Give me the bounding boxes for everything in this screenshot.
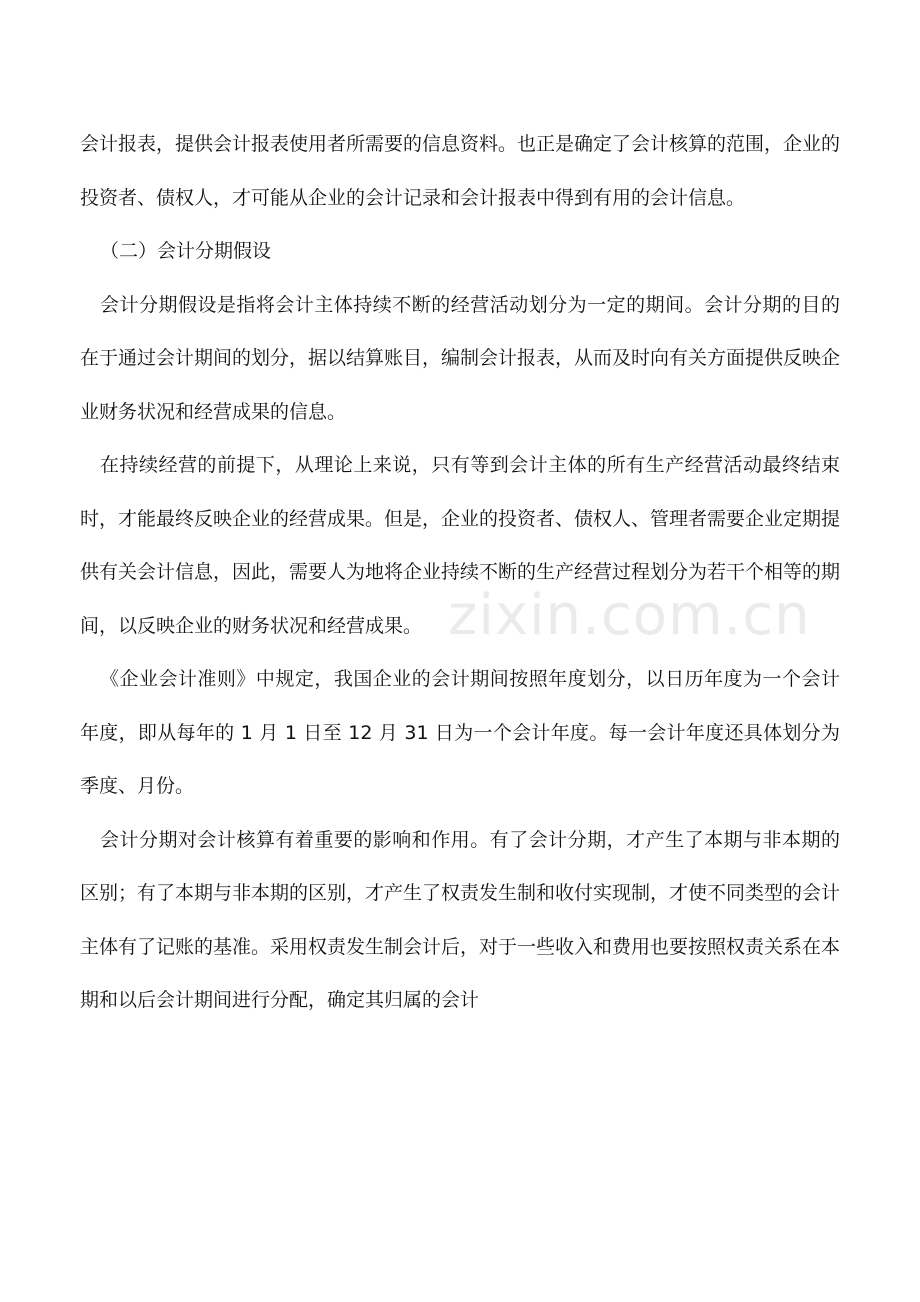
section-heading-accounting-period: （二）会计分期假设 — [100, 240, 272, 262]
paragraph-accounting-standards: 《企业会计准则》中规定，我国企业的会计期间按照年度划分，以日历年度为一个会计年度，即从每年的 1 月 1 日至 12 月 31 日为一个会计年度。每一会计年度还具体划分为季度、月份。 — [80, 668, 840, 797]
paragraph-going-concern: 在持续经营的前提下，从理论上来说，只有等到会计主体的所有生产经营活动最终结束时，才能最终反映企业的经营成果。但是，企业的投资者、债权人、管理者需要企业定期提供有关会计信息，因此，需要人为地将企业持续不断的生产经营过程划分为若干个相等的期间，以反映企业的财务状况和经营成果。 — [80, 454, 841, 637]
paragraph-period-impact: 会计分期对会计核算有着重要的影响和作用。有了会计分期，才产生了本期与非本期的区别；有了本期与非本期的区别，才产生了权责发生制和收付实现制，才使不同类型的会计主体有了记账的基准。采用权责发生制会计后，对于一些收入和费用也要按照权责关系在本期和以后会计期间进行分配，确定其归属的会计 — [80, 828, 841, 1011]
watermark: zixin.com.cn — [448, 583, 811, 648]
paragraph-scope-conclusion: 会计报表，提供会计报表使用者所需要的信息资料。也正是确定了会计核算的范围，企业的投资者、债权人，才可能从企业的会计记录和会计报表中得到有用的会计信息。 — [80, 133, 841, 209]
paragraph-period-definition: 会计分期假设是指将会计主体持续不断的经营活动划分为一定的期间。会计分期的目的在于通过会计期间的划分，据以结算账目，编制会计报表，从而及时向有关方面提供反映企业财务状况和经营成果的信息。 — [80, 293, 841, 423]
document-body — [80, 118, 840, 1028]
